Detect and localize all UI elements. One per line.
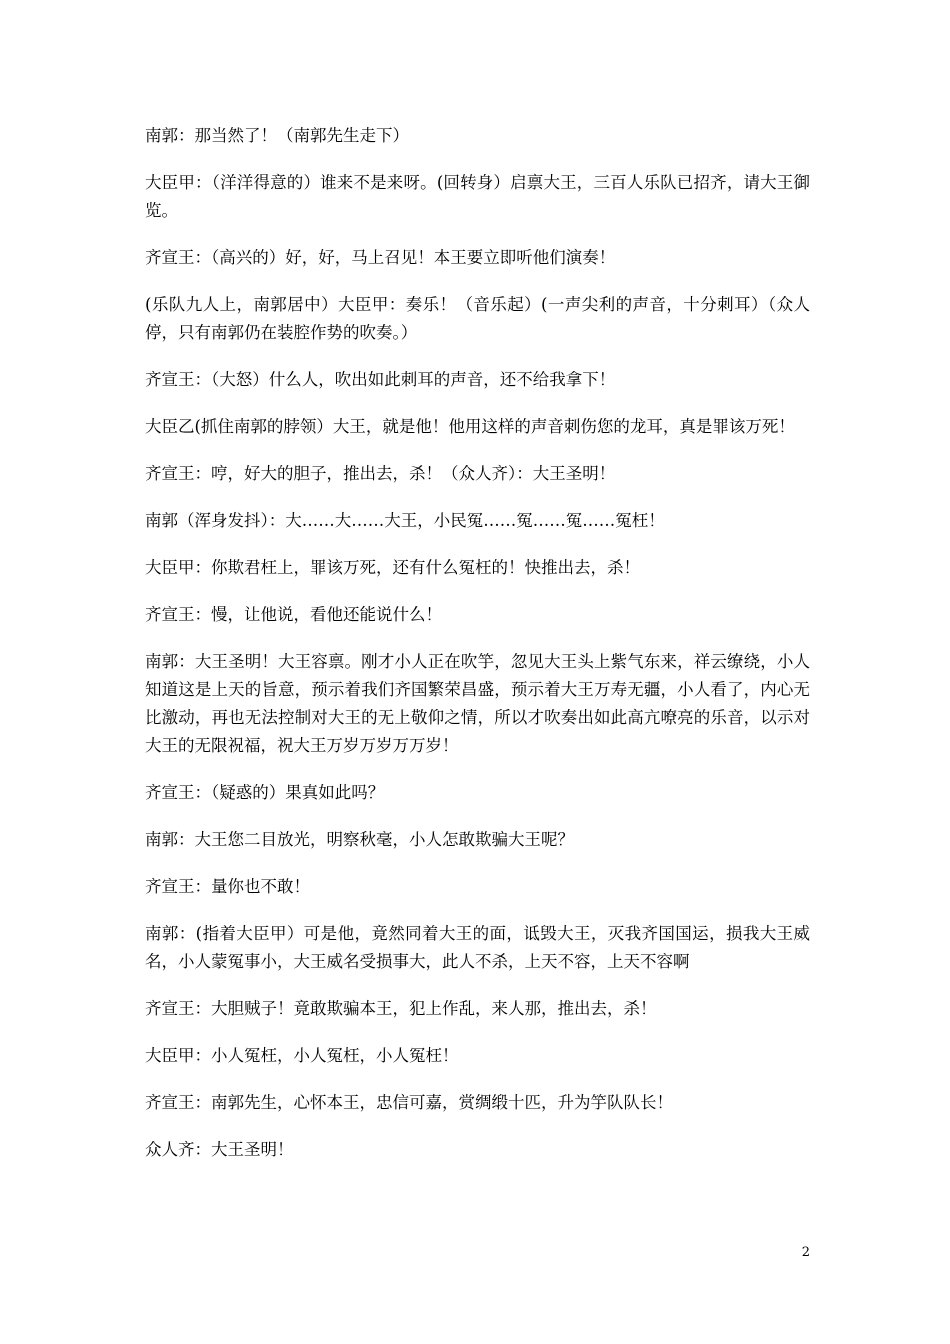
dialogue-line: (乐队九人上，南郭居中）大臣甲：奏乐！（音乐起）(一声尖利的声音，十分刺耳）（众人停，只有南郭仍在装腔作势的吹奏。） bbox=[145, 295, 810, 342]
dialogue-line: 众人齐：大王圣明！ bbox=[145, 1140, 294, 1159]
dialogue-line: 齐宣王：慢，让他说，看他还能说什么！ bbox=[145, 605, 442, 624]
dialogue-line: 齐宣王：哼，好大的胆子，推出去，杀！（众人齐）：大王圣明！ bbox=[145, 464, 616, 483]
dialogue-line: 大臣乙(抓住南郭的脖领）大王，就是他！他用这样的声音刺伤您的龙耳，真是罪该万死！ bbox=[145, 417, 795, 436]
dialogue-line: 齐宣王：（高兴的）好，好，马上召见！本王要立即听他们演奏！ bbox=[145, 248, 616, 267]
page-number: 2 bbox=[801, 1245, 810, 1260]
dialogue-line: 大臣甲：（洋洋得意的）谁来不是来呀。(回转身）启禀大王，三百人乐队已招齐，请大王御览。 bbox=[145, 173, 810, 220]
dialogue-line: 齐宣王：南郭先生，心怀本王，忠信可嘉，赏绸缎十匹，升为竽队队长！ bbox=[145, 1093, 673, 1112]
script-body bbox=[145, 122, 810, 1183]
dialogue-line: 齐宣王：量你也不敢！ bbox=[145, 877, 310, 896]
dialogue-line: 南郭：大王您二目放光，明察秋毫，小人怎敢欺骗大王呢？ bbox=[145, 830, 574, 849]
dialogue-line: 南郭：(指着大臣甲）可是他，竟然同着大王的面，诋毁大王，灭我齐国国运，损我大王威名，小人蒙冤事小，大王威名受损事大，此人不杀，上天不容，上天不容啊 bbox=[145, 924, 810, 971]
dialogue-line: 齐宣王：（大怒）什么人，吹出如此刺耳的声音，还不给我拿下！ bbox=[145, 370, 616, 389]
dialogue-line: 大臣甲：小人冤枉，小人冤枉，小人冤枉！ bbox=[145, 1046, 459, 1065]
dialogue-line: 南郭：那当然了！（南郭先生走下） bbox=[145, 126, 409, 145]
dialogue-line: 齐宣王：大胆贼子！竟敢欺骗本王，犯上作乱，来人那，推出去，杀！ bbox=[145, 999, 657, 1018]
dialogue-line: 南郭（浑身发抖）：大……大……大王，小民冤……冤……冤……冤枉！ bbox=[145, 511, 665, 530]
dialogue-line: 齐宣王：（疑惑的）果真如此吗？ bbox=[145, 783, 385, 802]
dialogue-line: 南郭：大王圣明！大王容禀。刚才小人正在吹竽，忽见大王头上紫气东来，祥云缭绕，小人知道这是上天的旨意，预示着我们齐国繁荣昌盛，预示着大王万寿无疆，小人看了，内心无比激动，再也无法控制对大王的无上敬仰之情，所以才吹奏出如此高亢嘹亮的乐音，以示对大王的无限祝福，祝大王万岁万岁万万岁！ bbox=[145, 652, 810, 755]
dialogue-line: 大臣甲：你欺君枉上，罪该万死，还有什么冤枉的！快推出去，杀！ bbox=[145, 558, 640, 577]
